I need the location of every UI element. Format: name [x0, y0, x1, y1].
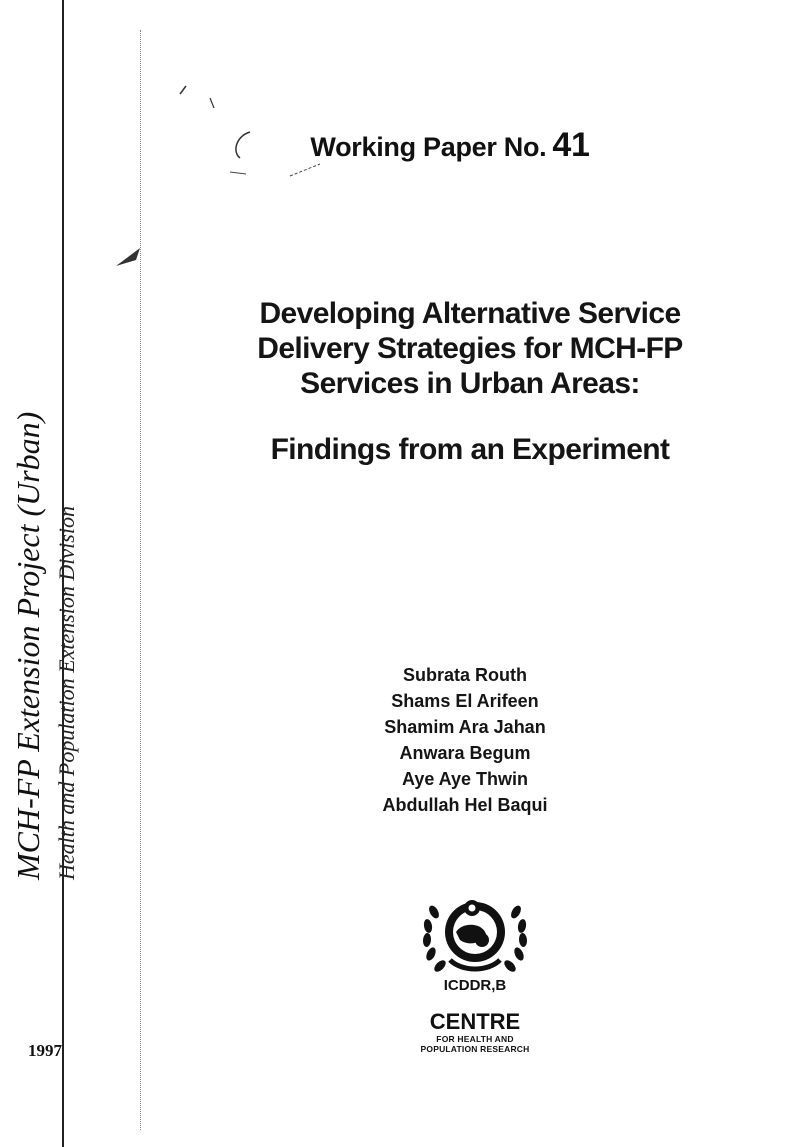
scan-mark-arrow — [110, 240, 150, 270]
icddrb-logo — [416, 882, 534, 994]
title-line: Delivery Strategies for MCH-FP — [257, 332, 683, 365]
spine-project-title: MCH-FP Extension Project (Urban) — [10, 411, 46, 880]
centre-title: CENTRE — [429, 1009, 521, 1034]
title-line: Developing Alternative Service — [259, 297, 681, 330]
author-name: Shams El Arifeen — [391, 691, 539, 711]
spine-division: Health and Population Extension Division — [54, 506, 79, 880]
centre-subtitle-line: POPULATION RESEARCH — [420, 1044, 530, 1054]
title-line: Services in Urban Areas: — [300, 367, 640, 400]
author-name: Abdullah Hel Baqui — [382, 795, 548, 815]
spine-dotted-rule — [140, 30, 141, 1130]
working-paper-number: 41 — [552, 126, 590, 164]
author-name: Subrata Routh — [403, 665, 527, 685]
centre-wordmark — [380, 1010, 570, 1054]
author-name: Aye Aye Thwin — [401, 769, 529, 789]
author-name: Shamim Ara Jahan — [384, 717, 546, 737]
report-title — [200, 296, 740, 401]
publication-year: 1997 — [28, 1041, 62, 1060]
report-subtitle: Findings from an Experiment — [270, 433, 670, 466]
working-paper-label: Working Paper No. — [310, 132, 547, 162]
working-paper-heading — [240, 126, 660, 165]
spine — [4, 300, 89, 880]
author-list — [310, 662, 620, 818]
author-name: Anwara Begum — [399, 743, 531, 763]
logo-acronym: ICDDR,B — [443, 977, 507, 994]
centre-subtitle-line: FOR HEALTH AND — [436, 1034, 514, 1044]
